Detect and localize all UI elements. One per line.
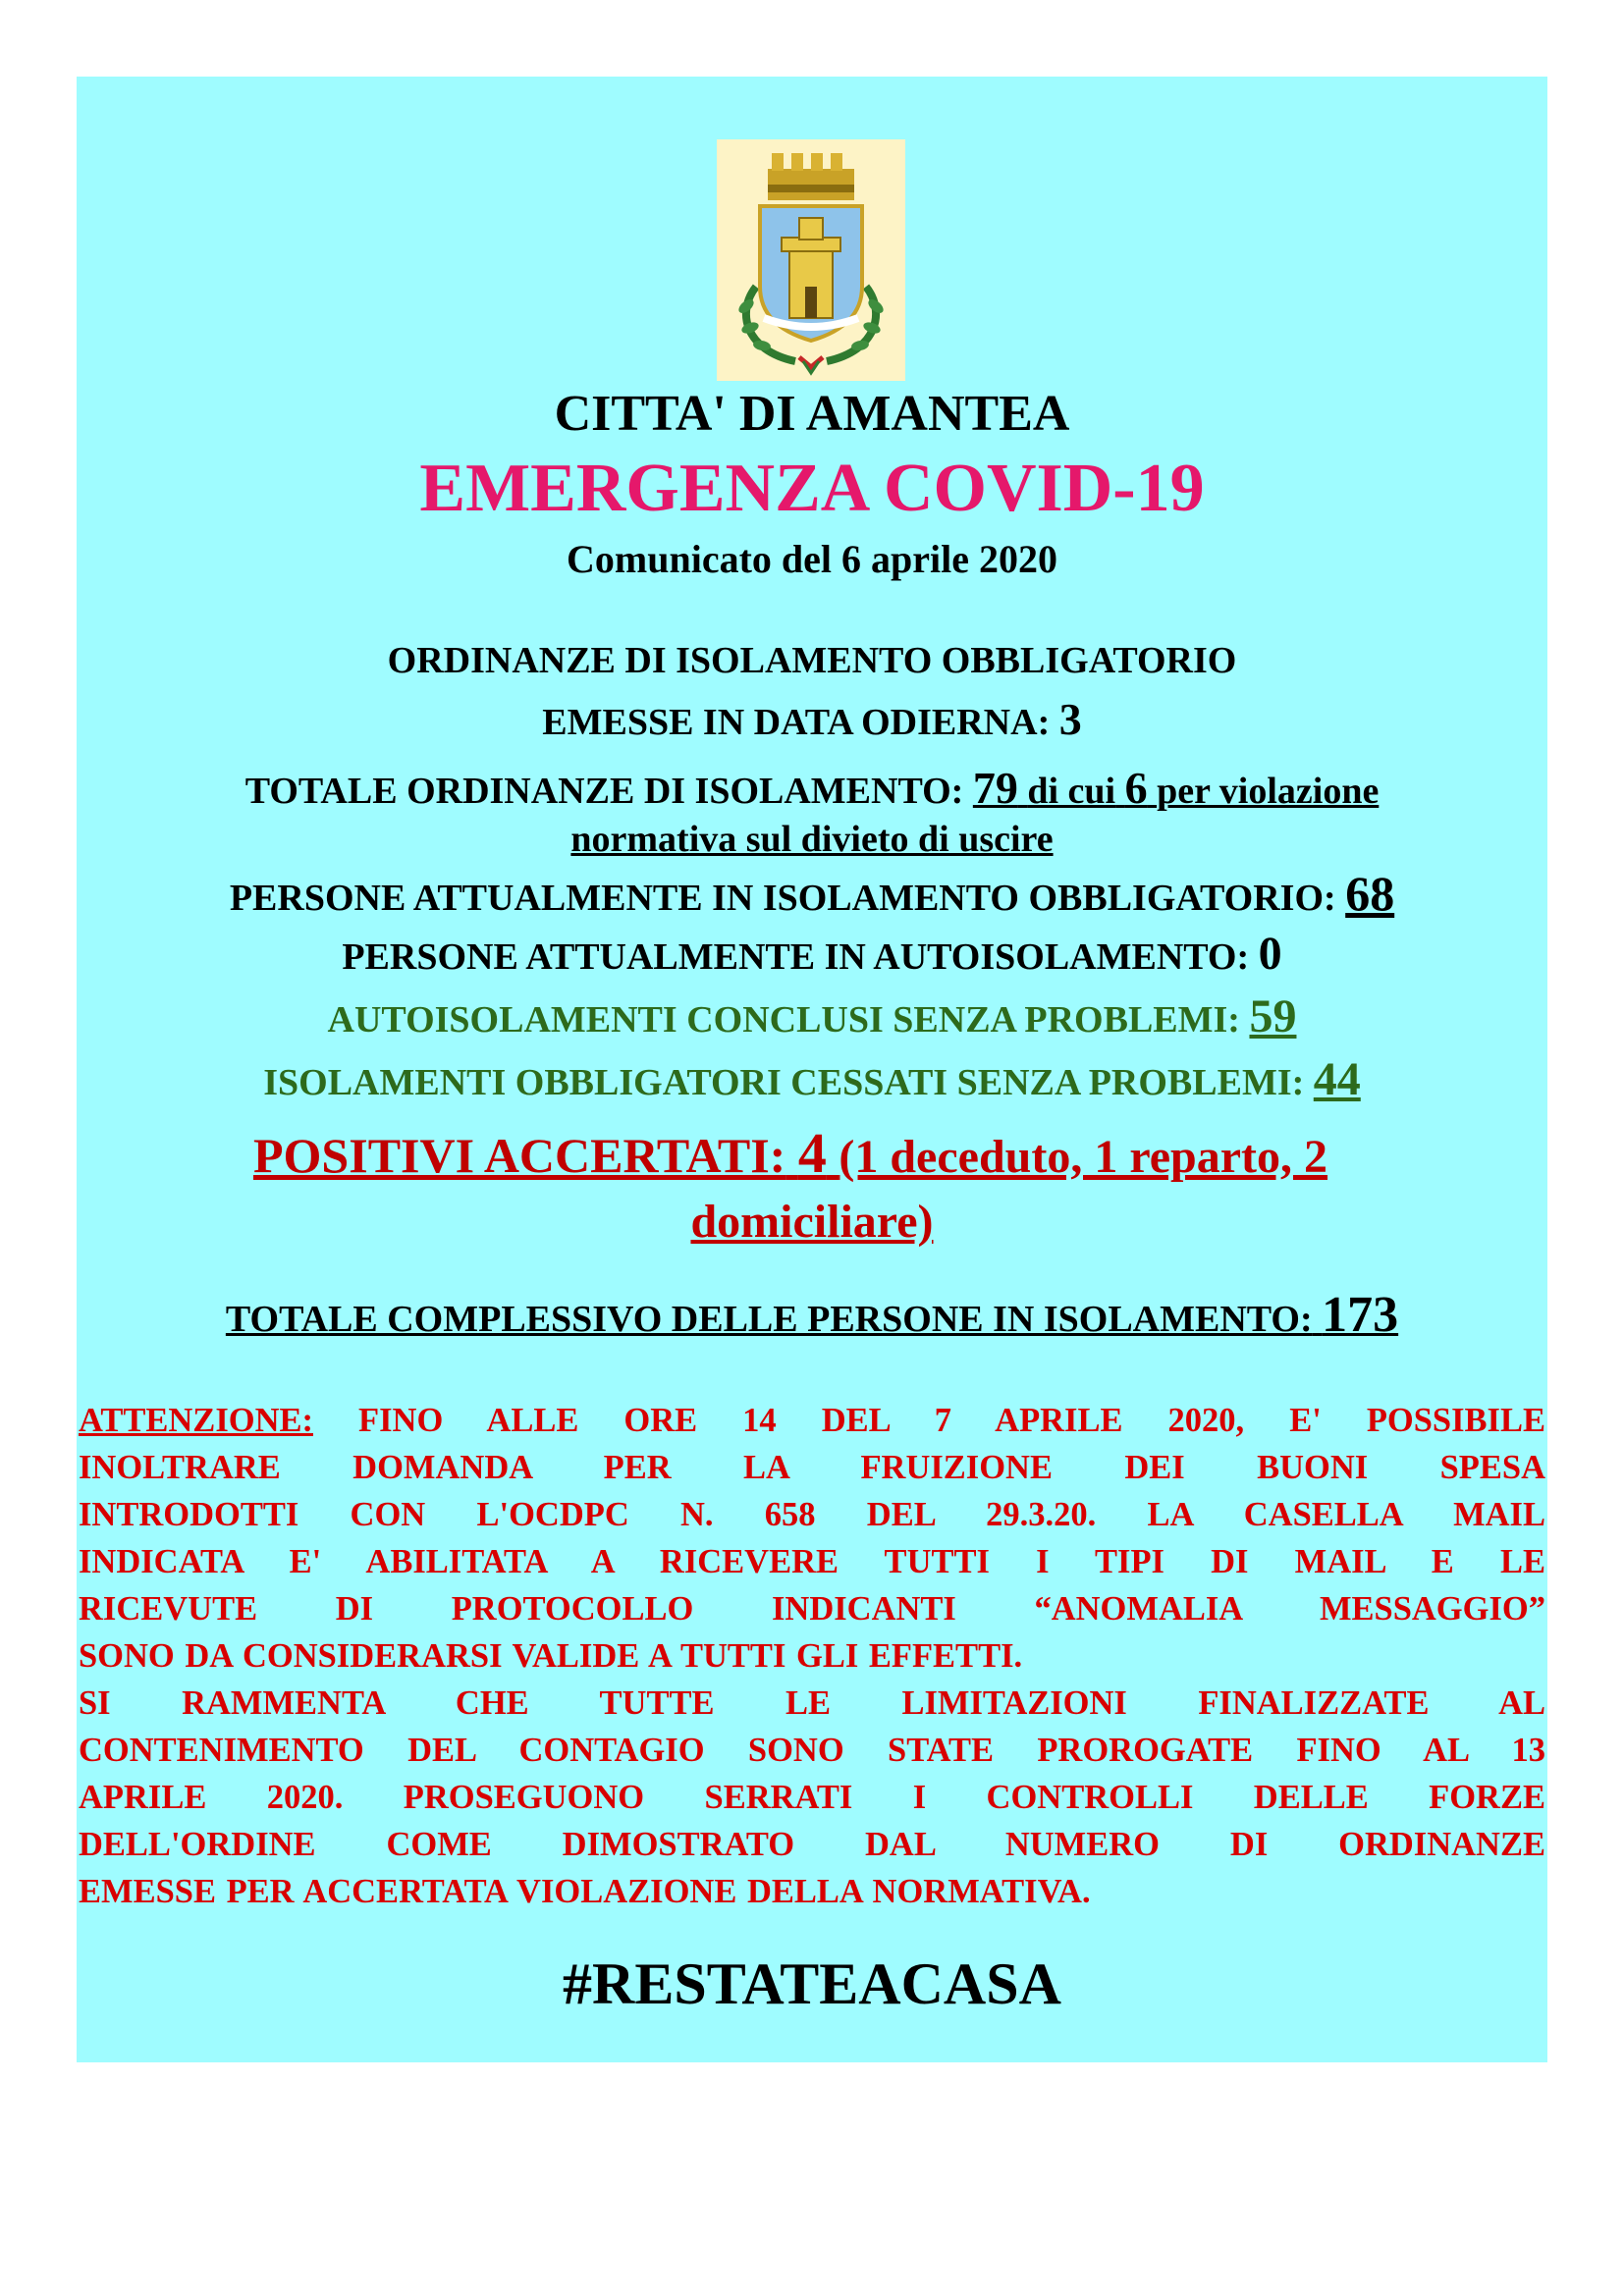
grand-total-label: TOTALE COMPLESSIVO DELLE PERSONE IN ISOLAMENTO: — [225, 1299, 1313, 1340]
positives-label: POSITIVI ACCERTATI: — [253, 1128, 786, 1183]
self-isolation-label: PERSONE ATTUALMENTE IN AUTOISOLAMENTO: — [342, 936, 1250, 978]
self-isolation-concluded-label: AUTOISOLAMENTI CONCLUSI SENZA PROBLEMI: — [327, 999, 1240, 1041]
self-isolation-concluded-line — [77, 989, 1547, 1047]
emergency-headline: EMERGENZA COVID-19 — [419, 451, 1205, 526]
self-isolation-value: 0 — [1258, 928, 1282, 980]
issued-today-value: 3 — [1058, 694, 1082, 744]
grand-total-line — [77, 1286, 1547, 1349]
isolation-ended-line — [77, 1052, 1547, 1110]
total-ordinances-value: 79 — [972, 763, 1018, 813]
total-ordinances-line — [77, 762, 1547, 818]
notice-line-10: DELL'ORDINE COME DIMOSTRATO DAL NUMERO DI ORDINANZE — [79, 1826, 1545, 1863]
notice-line-8: CONTENIMENTO DEL CONTAGIO SONO STATE PROROGATE FINO AL 13 — [79, 1732, 1545, 1769]
total-ordinances-label: TOTALE ORDINANZE DI ISOLAMENTO: — [244, 771, 964, 812]
positives-line — [253, 1119, 1471, 1192]
city-title: CITTA' DI AMANTEA — [554, 386, 1070, 442]
positives-detail-cont: domiciliare) — [690, 1196, 934, 1248]
positives-value: 4 — [797, 1121, 827, 1185]
violation-text: per violazione — [1157, 771, 1380, 812]
violation-detail: normativa sul divieto di uscire — [570, 819, 1054, 860]
issued-today-line — [77, 693, 1547, 749]
isolation-ended-value: 44 — [1313, 1053, 1361, 1105]
violation-count: 6 — [1124, 763, 1148, 813]
mandatory-isolation-value: 68 — [1345, 866, 1395, 921]
self-isolation-line — [77, 927, 1547, 985]
isolation-ended-label: ISOLAMENTI OBBLIGATORI CESSATI SENZA PROBLEMI: — [263, 1062, 1305, 1103]
mandatory-isolation-line — [77, 864, 1547, 928]
notice-line-2: INOLTRARE DOMANDA PER LA FRUIZIONE DEI BUONI SPESA — [79, 1449, 1545, 1486]
notice-line-7: SI RAMMENTA CHE TUTTE LE LIMITAZIONI FINALIZZATE AL — [79, 1684, 1545, 1722]
mandatory-isolation-label: PERSONE ATTUALMENTE IN ISOLAMENTO OBBLIGATORIO: — [229, 878, 1336, 919]
coat-of-arms-icon — [717, 139, 905, 381]
communique-date: Comunicato del 6 aprile 2020 — [567, 537, 1057, 581]
notice-line-6: SONO DA CONSIDERARSI VALIDE A TUTTI GLI EFFETTI. — [79, 1637, 1023, 1675]
attention-notice — [77, 1397, 1547, 1915]
grand-total-value: 173 — [1322, 1287, 1399, 1343]
attention-label: ATTENZIONE: — [79, 1402, 313, 1439]
notice-line-11: EMESSE PER ACCERTATA VIOLAZIONE DELLA NORMATIVA. — [79, 1873, 1091, 1910]
notice-line-9: APRILE 2020. PROSEGUONO SERRATI I CONTROLLI DELLE FORZE — [79, 1779, 1545, 1816]
positives-detail: (1 deceduto, 1 reparto, 2 — [839, 1131, 1328, 1183]
total-ordinances-mid: di cui — [1027, 771, 1116, 812]
notice-line-5: RICEVUTE DI PROTOCOLLO INDICANTI “ANOMALIA MESSAGGIO” — [79, 1590, 1545, 1628]
notice-line-4: INDICATA E' ABILITATA A RICEVERE TUTTI I TIPI DI MAIL E LE — [79, 1543, 1545, 1580]
stay-home-hashtag: #RESTATEACASA — [563, 1951, 1061, 2016]
self-isolation-concluded-value: 59 — [1249, 990, 1297, 1042]
issued-today-label: EMESSE IN DATA ODIERNA: — [542, 702, 1051, 743]
ordinances-heading: ORDINANZE DI ISOLAMENTO OBBLIGATORIO — [387, 640, 1237, 681]
notice-line-3: INTRODOTTI CON L'OCDPC N. 658 DEL 29.3.20. LA CASELLA MAIL — [79, 1496, 1545, 1533]
notice-line-1: ATTENZIONE: FINO ALLE ORE 14 DEL 7 APRILE 2020, E' POSSIBILE — [79, 1402, 1545, 1439]
